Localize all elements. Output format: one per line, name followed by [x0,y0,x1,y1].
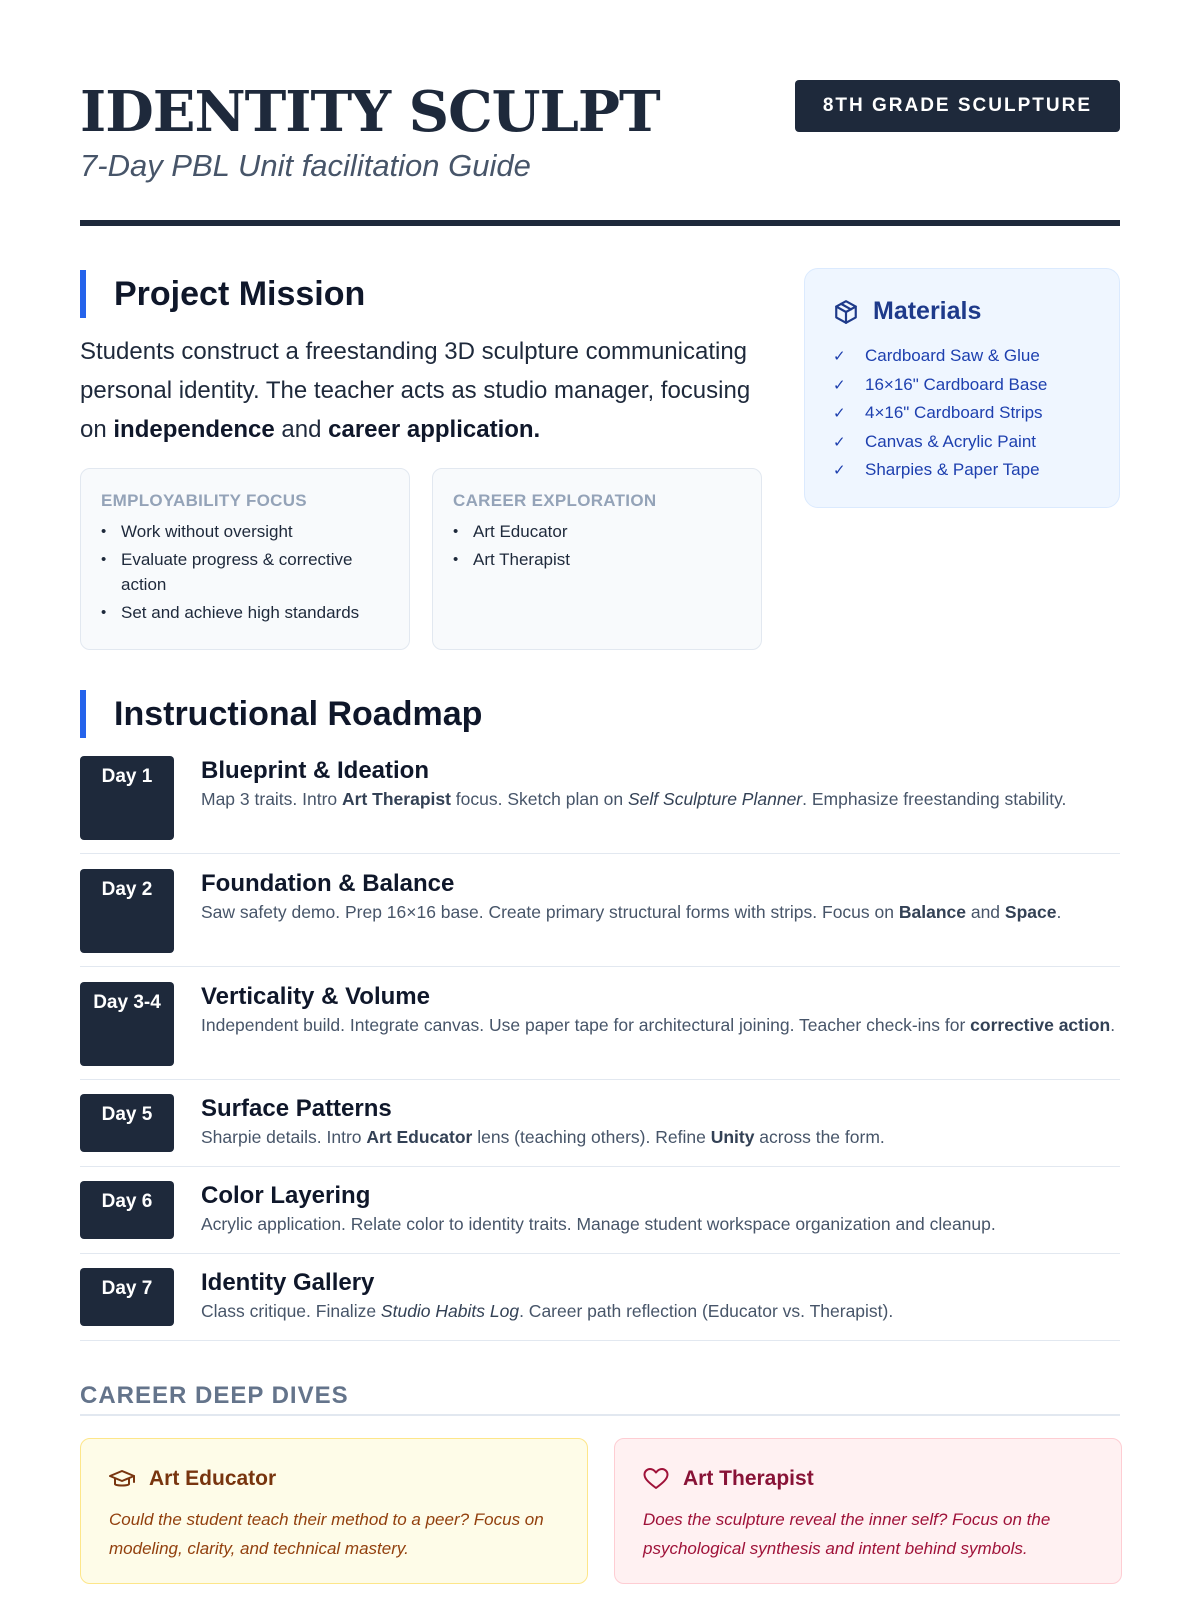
cube-icon [833,299,859,325]
materials-panel [804,268,1120,508]
day-description [201,787,1116,812]
day-badge: Day 1 [80,756,174,840]
description-text: focus. Sketch plan on [450,789,628,809]
materials-item [833,342,1091,371]
emphasis-text: Unity [710,1127,755,1147]
mission-text-part2: and [274,416,329,443]
check-icon: ✓ [833,433,846,451]
art-therapist-title: Art Therapist [683,1467,814,1490]
roadmap-day-3-4 [80,982,1120,1080]
materials-item-label: 16×16" Cardboard Base [865,374,1048,394]
day-badge: Day 2 [80,869,174,953]
art-educator-title: Art Educator [149,1467,277,1490]
day-body [201,1094,1116,1150]
emphasis-text: Space [1004,902,1057,922]
description-text: Independent build. Integrate canvas. Use paper tape for architectural joining. Teacher check-ins for [201,1015,971,1035]
materials-item [833,456,1091,485]
page-header [80,80,1120,184]
description-text: lens (teaching others). Refine [472,1127,711,1147]
day-body [201,1181,1116,1237]
emphasis-text: Balance [898,902,966,922]
mission-heading [80,270,365,318]
employability-focus-box [80,468,410,650]
mission-heading-text: Project Mission [114,274,366,313]
description-text: . [1110,1015,1116,1035]
day-description [201,900,1116,925]
day-badge: Day 7 [80,1268,174,1326]
heart-icon [643,1467,669,1491]
grade-badge: 8TH GRADE SCULPTURE [795,80,1120,132]
description-text: Sharpie details. Intro [201,1127,367,1147]
description-text: Map 3 traits. Intro [201,789,343,809]
document-title-text: Studio Habits Log [380,1301,520,1321]
roadmap-day-6 [80,1181,1120,1254]
document-title-text: Self Sculpture Planner [628,789,803,809]
roadmap-heading [80,690,482,738]
day-description [201,1125,1116,1150]
career-exploration-label: CAREER EXPLORATION [453,491,657,510]
employability-label: EMPLOYABILITY FOCUS [101,491,307,510]
art-educator-text: Could the student teach their method to a peer? Focus on modeling, clarity, and technical mastery. [109,1510,544,1558]
list-item: • Art Therapist [453,547,741,572]
day-title: Foundation & Balance [201,870,455,897]
materials-item [833,428,1091,457]
check-icon: ✓ [833,405,846,423]
roadmap-day-1 [80,756,1120,854]
day-description [201,1013,1116,1038]
art-educator-card [80,1438,588,1584]
description-text: . Emphasize freestanding stability. [802,789,1067,809]
day-body [201,869,1116,925]
career-exploration-box [432,468,762,650]
description-text: and [965,902,1005,922]
day-description [201,1299,1116,1324]
day-badge: Day 6 [80,1181,174,1239]
materials-header [833,297,1091,326]
mission-bold-independence: independence [113,416,275,443]
day-description [201,1212,1116,1237]
materials-item-label: 4×16" Cardboard Strips [865,403,1043,423]
art-therapist-text: Does the sculpture reveal the inner self? Focus on the psychological synthesis and intent behind symbols. [643,1510,1051,1558]
description-text: Class critique. Finalize [201,1301,381,1321]
description-text: Saw safety demo. Prep 16×16 base. Create primary structural forms with strips. Focus on [201,902,899,922]
career-deep-dives-heading: CAREER DEEP DIVES [80,1382,1120,1416]
day-title: Identity Gallery [201,1269,375,1296]
materials-item-label: Canvas & Acrylic Paint [865,431,1037,451]
description-text: . Career path reflection (Educator vs. Therapist). [519,1301,894,1321]
page-subtitle: 7-Day PBL Unit facilitation Guide [80,148,531,183]
art-therapist-header [643,1467,1093,1491]
list-item: • Art Educator [453,519,741,544]
materials-item-label: Sharpies & Paper Tape [865,460,1040,480]
check-icon: ✓ [833,348,846,366]
career-exploration-list [453,519,741,572]
day-title: Blueprint & Ideation [201,757,429,784]
roadmap-day-5 [80,1094,1120,1167]
materials-item [833,399,1091,428]
heading-accent-bar [80,690,86,738]
day-title: Verticality & Volume [201,983,430,1010]
list-item: • Set and achieve high standards [101,600,389,625]
mission-text [80,332,770,449]
page-title: IDENTITY SCULPT [80,79,660,145]
description-text: across the form. [754,1127,885,1147]
list-item: • Work without oversight [101,519,389,544]
day-badge: Day 5 [80,1094,174,1152]
list-item: • Evaluate progress & corrective action [101,547,389,597]
mission-text-part1: Students construct a freestanding 3D sculpture communicating personal identity. The teacher acts as studio manager, focusing on [80,338,751,443]
roadmap-heading-text: Instructional Roadmap [114,694,483,733]
day-title: Surface Patterns [201,1095,392,1122]
roadmap-day-2 [80,869,1120,967]
description-text: . [1056,902,1062,922]
day-badge: Day 3-4 [80,982,174,1066]
employability-list [101,519,389,625]
materials-heading: Materials [873,297,982,325]
emphasis-text: corrective action [970,1015,1111,1035]
emphasis-text: Art Educator [366,1127,473,1147]
day-body [201,1268,1116,1324]
emphasis-text: Art Therapist [342,789,451,809]
materials-item-label: Cardboard Saw & Glue [865,346,1040,366]
heading-accent-bar [80,270,86,318]
day-body [201,982,1116,1038]
materials-list [833,342,1091,485]
header-divider [80,220,1120,226]
roadmap-day-7 [80,1268,1120,1341]
check-icon: ✓ [833,462,846,480]
mission-bold-career: career application. [328,416,541,443]
materials-item [833,371,1091,400]
check-icon: ✓ [833,376,846,394]
day-title: Color Layering [201,1182,371,1209]
description-text: Acrylic application. Relate color to identity traits. Manage student workspace organization and cleanup. [201,1214,996,1234]
art-educator-header [109,1467,559,1491]
graduation-cap-icon [109,1467,135,1491]
day-body [201,756,1116,812]
art-therapist-card [614,1438,1122,1584]
